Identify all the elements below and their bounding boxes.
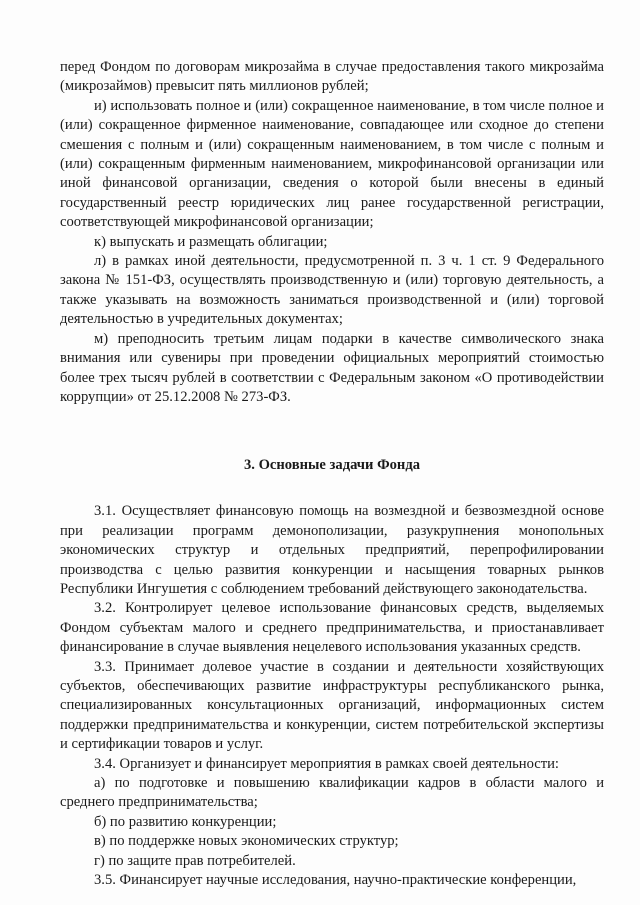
- paragraph-3-3: 3.3. Принимает долевое участие в создании и деятельности хозяйствующих субъектов, обеспечивающих развитие инфраструктуры республиканского рынка, специализированных консультационных организаций, информационных систем поддержки предпринимательства и конкуренции, систем потребительской экспертизы и сертификации товаров и услуг.: [60, 658, 604, 753]
- paragraph-3-4-b: б) по развитию конкуренции;: [94, 813, 277, 830]
- paragraph-3-4-v: в) по поддержке новых экономических структур;: [94, 833, 399, 850]
- paragraph-3-5: 3.5. Финансирует научные исследования, научно-практические конференции,: [94, 872, 577, 889]
- paragraph-3-4-a: а) по подготовке и повышению квалификации кадров в области малого и среднего предпринимательства;: [60, 775, 604, 811]
- paragraph-item-i: и) использовать полное и (или) сокращенное наименование, в том числе полное и (или) сокращенное фирменное наименование, совпадающее или сходное до степени смешения с полным и (или) сокращенным наименованием, в том числе с полным и (или) сокращенным фирменным наименованием, микрофинансовой организации или иной финансовой организации, сведения о которой были внесены в единый государственный реестр юридических лиц ранее государственной регистрации, соответствующей микрофинансовой организации;: [60, 97, 604, 231]
- section-heading: 3. Основные задачи Фонда: [243, 457, 421, 474]
- paragraph-3-1: 3.1. Осуществляет финансовую помощь на возмездной и безвозмездной основе при реализации программ демонополизации, разукрупнения монопольных экономических структур и отдельных предприятий, перепрофилировании производства с целью развития конкуренции и насыщения товарных рынков Республики Ингушетия с соблюдением требований действующего законодательства.: [60, 503, 604, 597]
- paragraph-item-m: м) преподносить третьим лицам подарки в качестве символического знака внимания или сувениры при проведении официальных мероприятий стоимостью более трех тысяч рублей в соответствии с Федеральным законом «О противодействии коррупции» от 25.12.2008 № 273-ФЗ.: [60, 330, 604, 405]
- paragraph-3-2: 3.2. Контролирует целевое использование финансовых средств, выделяемых Фондом субъектам малого и среднего предпринимательства, и приостанавливает финансирование в случае выявления нецелевого использования указанных средств.: [60, 600, 604, 656]
- paragraph-item-k: к) выпускать и размещать облигации;: [94, 233, 328, 250]
- paragraph-3-4-g: г) по защите прав потребителей.: [94, 852, 296, 869]
- paragraph-3-4: 3.4. Организует и финансирует мероприятия в рамках своей деятельности:: [94, 755, 559, 772]
- paragraph-item-l: л) в рамках иной деятельности, предусмотренной п. 3 ч. 1 ст. 9 Федерального закона № 151-ФЗ, осуществлять производственную и (или) торговую деятельность, а также указывать на возможность заниматься производственной и (или) торговой деятельностью в учредительных документах;: [60, 253, 604, 328]
- paragraph-continuation: перед Фондом по договорам микрозайма в случае предоставления такого микрозайма (микрозаймов) превысит пять миллионов рублей;: [60, 59, 604, 95]
